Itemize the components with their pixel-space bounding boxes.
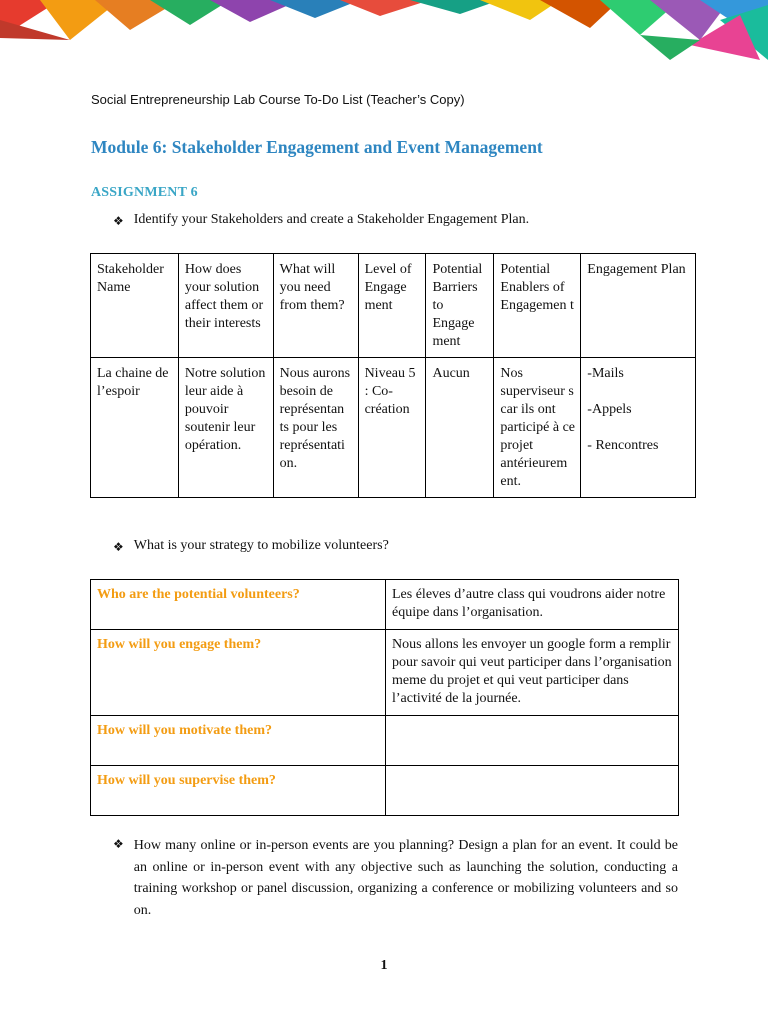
bullet-text: Identify your Stakeholders and create a Stakeholder Engagement Plan.: [133, 212, 530, 227]
answer-cell: Les éleves d’autre class qui voudrons aider notre équipe dans l’organisation.: [386, 580, 679, 630]
document-header: Social Entrepreneurship Lab Course To-Do List (Teacher’s Copy): [91, 92, 465, 107]
plan-item: -Appels: [587, 402, 632, 417]
page-number: 1: [380, 958, 388, 973]
bullet-events: [113, 835, 678, 921]
cell-affect: Notre solution leur aide à pouvoir soutenir leur opération.: [178, 358, 273, 498]
table-header-row: [91, 254, 696, 358]
stakeholder-engagement-table: [90, 253, 696, 498]
answer-cell: Nous allons les envoyer un google form a remplir pour savoir qui veut participer dans l’organisation meme du projet et qui veut participer dans l’activité de la journée.: [386, 630, 679, 716]
cell-barriers: Aucun: [426, 358, 494, 498]
cell-enablers: Nos superviseur s car ils ont participé à ce projet antérieurem ent.: [494, 358, 581, 498]
volunteer-strategy-table: [90, 579, 679, 816]
answer-cell: [386, 716, 679, 766]
bullet-stakeholders: [113, 212, 529, 230]
bullet-text: What is your strategy to mobilize volunteers?: [133, 538, 389, 553]
col-header: Potential Enablers of Engagemen t: [494, 254, 581, 358]
col-header: Stakeholder Name: [91, 254, 179, 358]
bullet-volunteers: [113, 538, 389, 556]
question-cell: How will you motivate them?: [91, 716, 386, 766]
plan-item: -Mails: [587, 366, 624, 381]
bullet-diamond-icon: ❖: [113, 837, 124, 851]
col-header: Level of Engage ment: [358, 254, 426, 358]
bullet-diamond-icon: ❖: [113, 540, 124, 554]
col-header: How does your solution affect them or their interests: [178, 254, 273, 358]
module-title: Module 6: Stakeholder Engagement and Event Management: [91, 137, 543, 157]
col-header: What will you need from them?: [273, 254, 358, 358]
bullet-diamond-icon: ❖: [113, 214, 124, 228]
cell-stakeholder-name: La chaine de l’espoir: [91, 358, 179, 498]
question-cell: Who are the potential volunteers?: [91, 580, 386, 630]
table-row: [91, 630, 679, 716]
question-cell: How will you supervise them?: [91, 766, 386, 816]
table-row: [91, 580, 679, 630]
table-row: [91, 716, 679, 766]
col-header: Engagement Plan: [581, 254, 696, 358]
question-cell: How will you engage them?: [91, 630, 386, 716]
cell-engagement-plan: [581, 358, 696, 498]
answer-cell: [386, 766, 679, 816]
bullet-text: How many online or in-person events are you planning? Design a plan for an event. It could be an online or in-person event with any objective such as launching the solution, conducting a training workshop or panel discussion, organizing a conference or mobilizing volunteers and so on.: [133, 838, 678, 918]
cell-level: Niveau 5 : Co-création: [358, 358, 426, 498]
assignment-title: ASSIGNMENT 6: [91, 185, 198, 200]
cell-need: Nous aurons besoin de représentan ts pour les représentati on.: [273, 358, 358, 498]
decorative-triangle-banner: [0, 0, 768, 60]
col-header: Potential Barriers to Engage ment: [426, 254, 494, 358]
plan-item: - Rencontres: [587, 438, 659, 453]
table-row: [91, 766, 679, 816]
table-row: [91, 358, 696, 498]
